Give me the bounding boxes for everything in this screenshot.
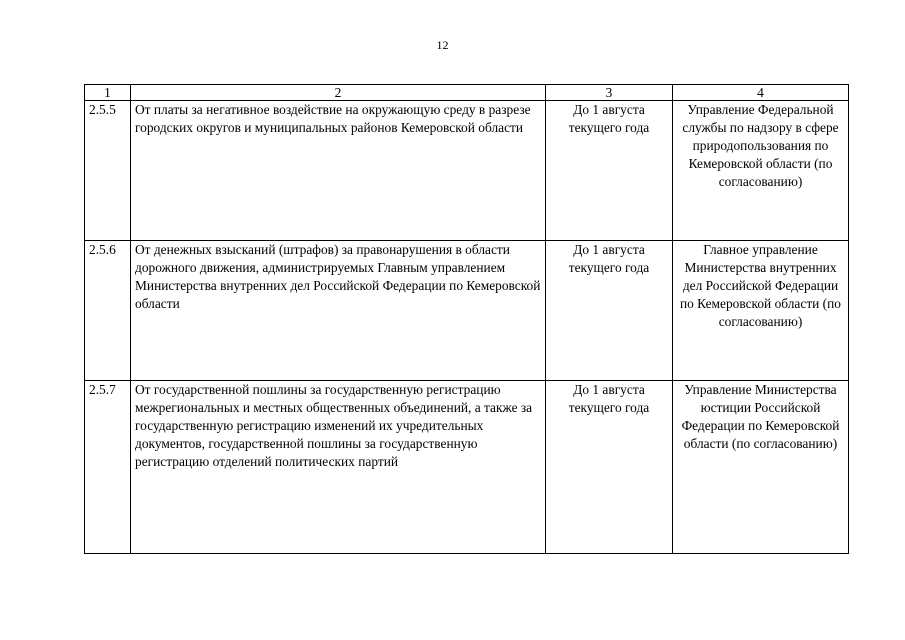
column-header-1: 1 [85,85,131,101]
column-header-3: 3 [546,85,673,101]
row-responsible-body: Управление Министерства юстиции Российской Федерации по Кемеровской области (по согласованию) [673,381,849,554]
row-number: 2.5.7 [85,381,131,554]
column-header-2: 2 [131,85,546,101]
page-number: 12 [436,38,449,52]
row-number: 2.5.5 [85,101,131,241]
row-deadline: До 1 августа текущего года [546,241,673,381]
row-responsible-body: Управление Федеральной службы по надзору в сфере природопользования по Кемеровской области (по согласованию) [673,101,849,241]
row-deadline: До 1 августа текущего года [546,101,673,241]
row-description: От платы за негативное воздействие на окружающую среду в разрезе городских округов и муниципальных районов Кемеровской области [131,101,546,241]
row-description: От государственной пошлины за государственную регистрацию межрегиональных и местных общественных объединений, а также за государственную регистрацию изменений их учредительных документов, государственной пошлины за государственную регистрацию отделений политических партий [131,381,546,554]
row-description: От денежных взысканий (штрафов) за правонарушения в области дорожного движения, администрируемых Главным управлением Министерства внутренних дел Российской Федерации по Кемеровской области [131,241,546,381]
allocation-table [84,84,849,554]
column-header-4: 4 [673,85,849,101]
table-row [85,241,849,381]
table-row [85,101,849,241]
row-responsible-body: Главное управление Министерства внутренних дел Российской Федерации по Кемеровской области (по согласованию) [673,241,849,381]
table-row [85,381,849,554]
row-deadline: До 1 августа текущего года [546,381,673,554]
row-number: 2.5.6 [85,241,131,381]
table-header-row [85,85,849,101]
